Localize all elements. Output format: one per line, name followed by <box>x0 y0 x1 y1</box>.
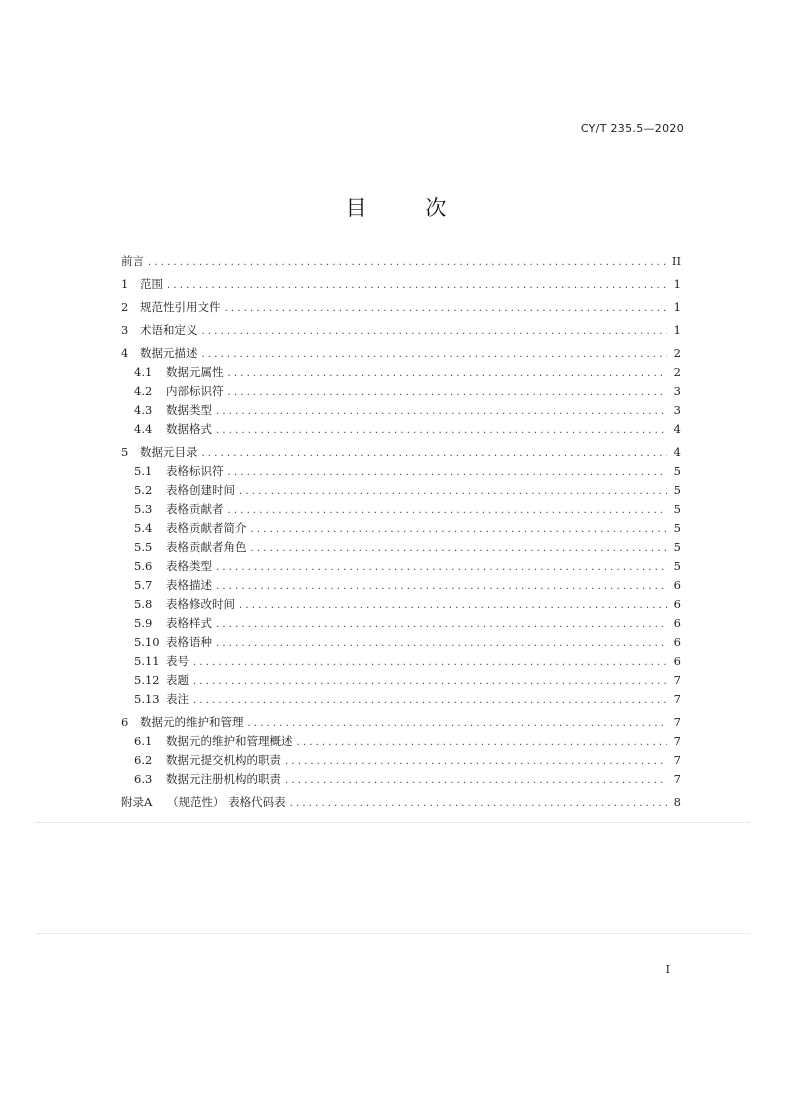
dot-leader <box>202 444 668 462</box>
toc-entry-label: 前言 <box>121 254 144 268</box>
toc-entry-page: 4 <box>673 445 681 459</box>
toc-entry-label: 规范性引用文件 <box>140 300 221 314</box>
toc-entry[interactable] <box>121 690 681 709</box>
toc-entry[interactable] <box>121 652 681 671</box>
toc-entry-page: 7 <box>673 753 681 767</box>
toc-entry-page: 7 <box>673 673 681 687</box>
toc-entry-page: 6 <box>673 597 681 611</box>
toc-entry-label: 数据类型 <box>166 403 212 417</box>
toc-entry-page: 2 <box>673 346 681 360</box>
toc-entry[interactable] <box>121 538 681 557</box>
toc-entry-number: 5.11 <box>134 654 160 668</box>
toc-entry-number: 4.1 <box>134 365 153 379</box>
toc-entry[interactable] <box>121 481 681 500</box>
toc-entry[interactable] <box>121 671 681 690</box>
toc-entry-label: 术语和定义 <box>140 323 198 337</box>
toc-entry-label: 表格贡献者 <box>166 502 224 516</box>
toc-entry-label: 数据元目录 <box>140 445 198 459</box>
toc-entry-label: 数据元的维护和管理 <box>140 715 244 729</box>
toc-entry-label: （规范性） 表格代码表 <box>167 795 286 809</box>
toc-entry-label: 表格类型 <box>166 559 212 573</box>
toc-entry-label: 表注 <box>166 692 189 706</box>
toc-entry-number: 6.3 <box>134 772 153 786</box>
toc-entry-page: 6 <box>673 616 681 630</box>
toc-entry-page: 4 <box>673 422 681 436</box>
toc-entry-number: 4 <box>121 346 129 360</box>
toc-entry-number: 5.8 <box>134 597 153 611</box>
toc-entry-number: 5.7 <box>134 578 153 592</box>
toc-entry-number: 5.2 <box>134 483 153 497</box>
standard-code: CY/T 235.5—2020 <box>580 122 684 135</box>
dot-leader <box>228 463 668 481</box>
dot-leader <box>228 501 668 519</box>
toc-entry-number: 1 <box>121 277 129 291</box>
toc-entry[interactable] <box>121 275 681 294</box>
toc-entry-page: 1 <box>673 277 681 291</box>
dot-leader <box>225 299 668 317</box>
page-number: I <box>665 963 670 976</box>
toc-entry-label: 表格描述 <box>166 578 212 592</box>
toc-entry[interactable] <box>121 557 681 576</box>
toc-entry[interactable] <box>121 321 681 340</box>
dot-leader <box>239 482 667 500</box>
toc-entry-page: 5 <box>673 540 681 554</box>
toc-title: 目 次 <box>345 196 473 220</box>
dot-leader <box>228 364 668 382</box>
toc-entry-label: 数据元提交机构的职责 <box>166 753 281 767</box>
dot-leader <box>251 539 668 557</box>
toc-entry[interactable] <box>121 633 681 652</box>
divider-line <box>36 822 750 823</box>
toc-entry-label: 表格语种 <box>166 635 212 649</box>
toc-entry[interactable] <box>121 500 681 519</box>
toc-entry-label: 表格修改时间 <box>166 597 235 611</box>
toc-entry-page: 7 <box>673 772 681 786</box>
toc-entry-page: 7 <box>673 715 681 729</box>
toc-entry-label: 数据元描述 <box>140 346 198 360</box>
dot-leader <box>193 653 667 671</box>
toc-entry-page: 5 <box>673 502 681 516</box>
toc-entry-number: 5.4 <box>134 521 153 535</box>
toc-entry[interactable] <box>121 732 681 751</box>
dot-leader <box>216 577 667 595</box>
toc-entry-page: 6 <box>673 654 681 668</box>
toc-entry-number: 5.6 <box>134 559 153 573</box>
toc-entry-number: 4.3 <box>134 403 153 417</box>
toc-entry-page: 3 <box>673 384 681 398</box>
toc-entry-number: 4.2 <box>134 384 153 398</box>
toc-entry-label: 数据元的维护和管理概述 <box>166 734 293 748</box>
toc-entry[interactable] <box>121 770 681 789</box>
dot-leader <box>216 634 667 652</box>
toc-entry[interactable] <box>121 576 681 595</box>
dot-leader <box>285 752 667 770</box>
toc-entry[interactable] <box>121 793 681 812</box>
toc-entry[interactable] <box>121 462 681 481</box>
toc-entry-number: 5 <box>121 445 129 459</box>
dot-leader <box>167 276 667 294</box>
toc-entry-label: 内部标识符 <box>166 384 224 398</box>
toc-entry-number: 2 <box>121 300 129 314</box>
toc-entry-label: 表格标识符 <box>166 464 224 478</box>
toc-entry-label: 数据元注册机构的职责 <box>166 772 281 786</box>
toc-entry-label: 表格样式 <box>166 616 212 630</box>
toc-entry-label: 表号 <box>166 654 189 668</box>
toc-entry[interactable] <box>121 519 681 538</box>
toc-entry-number: 5.10 <box>134 635 160 649</box>
dot-leader <box>285 771 667 789</box>
toc-entry-number: 3 <box>121 323 129 337</box>
toc-entry-page: 5 <box>673 464 681 478</box>
toc-entry-number: 5.3 <box>134 502 153 516</box>
toc-entry-page: 5 <box>673 559 681 573</box>
dot-leader <box>216 615 667 633</box>
toc-entry[interactable] <box>121 443 681 462</box>
toc-entry-page: 5 <box>673 483 681 497</box>
toc-entry-page: 5 <box>673 521 681 535</box>
toc-entry[interactable] <box>121 420 681 439</box>
dot-leader <box>248 714 668 732</box>
toc-entry[interactable] <box>121 344 681 363</box>
toc-entry[interactable] <box>121 382 681 401</box>
toc-entry-number: 6.2 <box>134 753 153 767</box>
table-of-contents <box>121 252 681 812</box>
toc-entry-page: 3 <box>673 403 681 417</box>
dot-leader <box>202 322 668 340</box>
toc-entry-page: 2 <box>673 365 681 379</box>
toc-entry-number: 5.13 <box>134 692 160 706</box>
divider-line <box>36 933 750 934</box>
dot-leader <box>193 691 667 709</box>
dot-leader <box>193 672 667 690</box>
toc-entry-page: 6 <box>673 635 681 649</box>
toc-entry-label: 表格贡献者角色 <box>166 540 247 554</box>
dot-leader <box>216 421 667 439</box>
toc-entry-number: 6 <box>121 715 129 729</box>
dot-leader <box>216 558 667 576</box>
toc-entry[interactable] <box>121 713 681 732</box>
toc-entry[interactable] <box>121 751 681 770</box>
toc-entry-label: 数据格式 <box>166 422 212 436</box>
dot-leader <box>216 402 667 420</box>
toc-entry-page: 6 <box>673 578 681 592</box>
toc-entry-label: 范围 <box>140 277 163 291</box>
toc-entry-number: 5.12 <box>134 673 160 687</box>
toc-entry-page: II <box>671 254 681 268</box>
dot-leader <box>228 383 668 401</box>
toc-entry[interactable] <box>121 363 681 382</box>
dot-leader <box>290 794 667 812</box>
toc-entry-label: 表题 <box>166 673 189 687</box>
toc-entry-number: 附录A <box>121 795 153 809</box>
toc-entry-page: 1 <box>673 300 681 314</box>
toc-entry-number: 5.5 <box>134 540 153 554</box>
dot-leader <box>251 520 668 538</box>
dot-leader <box>239 596 667 614</box>
toc-entry[interactable] <box>121 595 681 614</box>
dot-leader <box>297 733 668 751</box>
toc-entry-label: 数据元属性 <box>166 365 224 379</box>
toc-entry-page: 8 <box>673 795 681 809</box>
toc-entry[interactable] <box>121 614 681 633</box>
toc-entry-label: 表格贡献者简介 <box>166 521 247 535</box>
toc-entry-page: 1 <box>673 323 681 337</box>
toc-entry-number: 5.1 <box>134 464 153 478</box>
dot-leader <box>148 253 667 271</box>
dot-leader <box>202 345 668 363</box>
toc-entry-page: 7 <box>673 692 681 706</box>
toc-entry-number: 4.4 <box>134 422 153 436</box>
toc-entry-page: 7 <box>673 734 681 748</box>
toc-entry[interactable] <box>121 298 681 317</box>
toc-entry-label: 表格创建时间 <box>166 483 235 497</box>
toc-entry-number: 6.1 <box>134 734 153 748</box>
toc-entry-number: 5.9 <box>134 616 153 630</box>
toc-entry[interactable] <box>121 252 681 271</box>
toc-entry[interactable] <box>121 401 681 420</box>
